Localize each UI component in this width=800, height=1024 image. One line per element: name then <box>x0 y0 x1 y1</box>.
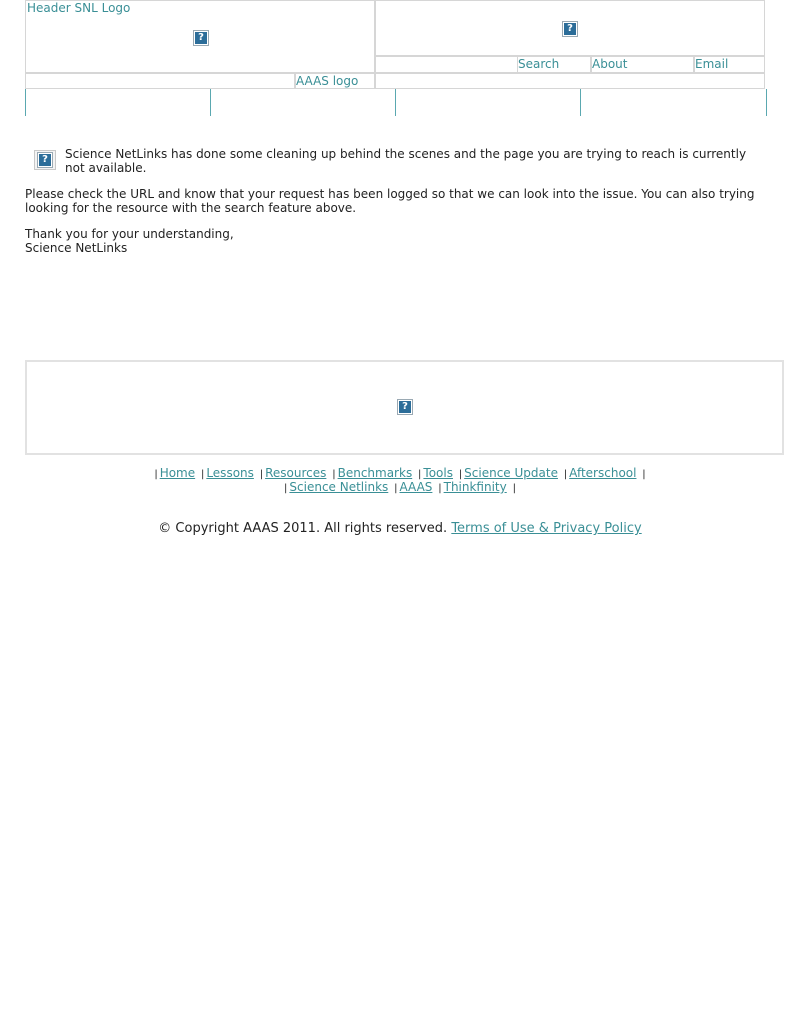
footer-link-thinkfinity[interactable]: Thinkfinity <box>443 480 507 494</box>
footer-link-science-netlinks[interactable]: Science Netlinks <box>289 480 389 494</box>
nav-cell-about[interactable] <box>591 56 694 73</box>
nav-email-link[interactable]: Email <box>695 57 729 71</box>
aaas-row-right <box>375 73 765 89</box>
message-line-2: Please check the URL and know that your request has been logged so that we can look into the issue. You can also trying looking for the resource with the search feature above. <box>25 187 755 215</box>
footer-link-aaas[interactable]: AAAS <box>399 480 433 494</box>
footer-banner-box <box>25 360 784 455</box>
footer-link-afterschool[interactable]: Afterschool <box>569 466 637 480</box>
nav-cell-search[interactable] <box>517 56 591 73</box>
footer-link-science-update[interactable]: Science Update <box>464 466 558 480</box>
footer-links-row-1: | Home | Lessons | Resources | Benchmarks | Tools | Science Update | Afterschool | <box>154 466 646 480</box>
broken-image-icon: ? <box>562 21 578 37</box>
footer-link-benchmarks[interactable]: Benchmarks <box>337 466 413 480</box>
navbar-cell-1[interactable] <box>25 89 211 116</box>
message-line-1: Science NetLinks has done some cleaning up behind the scenes and the page you are trying to reach is currently not available. <box>65 147 747 175</box>
navbar-cell-3[interactable] <box>395 89 581 116</box>
header-banner-box <box>375 0 765 56</box>
broken-image-icon: ? <box>37 152 53 168</box>
footer-link-tools[interactable]: Tools <box>423 466 453 480</box>
thanks-text: Thank you for your understanding, <box>25 227 234 241</box>
footer-link-lessons[interactable]: Lessons <box>206 466 254 480</box>
footer-link-home[interactable]: Home <box>159 466 196 480</box>
broken-image-icon: ? <box>193 30 209 46</box>
broken-image-icon: ? <box>397 399 413 415</box>
aaas-logo-link[interactable]: AAAS logo <box>296 74 359 88</box>
terms-link[interactable]: Terms of Use & Privacy Policy <box>451 521 642 536</box>
nav-cell-email[interactable] <box>694 56 765 73</box>
aaas-row-left <box>25 73 295 89</box>
footer-links-row-2: | Science Netlinks | AAAS | Thinkfinity | <box>284 480 516 494</box>
header-logo-box <box>25 0 375 73</box>
copyright-text: © Copyright AAAS 2011. All rights reserved. <box>158 521 448 536</box>
aaas-logo-cell <box>295 73 375 89</box>
navbar-cell-2[interactable] <box>210 89 396 116</box>
copyright-line <box>0 521 800 536</box>
signature-text: Science NetLinks <box>25 241 128 255</box>
header-logo-link[interactable]: Header SNL Logo <box>27 1 131 15</box>
nav-about-link[interactable]: About <box>592 57 628 71</box>
navbar-cell-4[interactable] <box>580 89 767 116</box>
message-icon-frame <box>34 150 56 170</box>
nav-search-link[interactable]: Search <box>518 57 560 71</box>
footer-link-resources[interactable]: Resources <box>265 466 327 480</box>
